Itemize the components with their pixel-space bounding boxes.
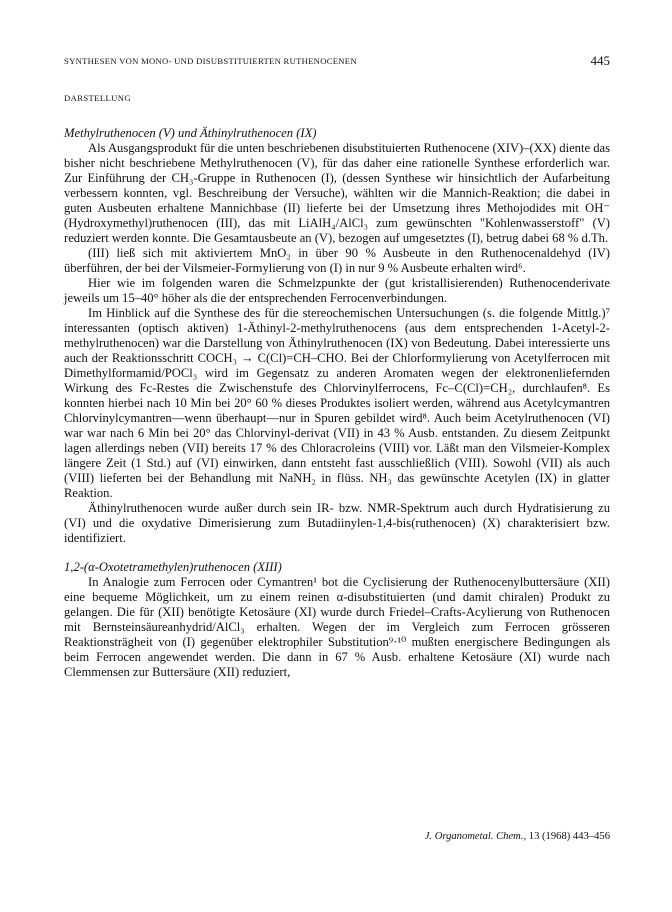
paragraph: (III) ließ sich mit aktiviertem MnO₂ in über 90 % Ausbeute in den Ruthenocenaldehyd (IV) überführen, der bei der Vilsmeier-Formylierung von (I) in nur 9 % Ausbeute erhalten wird⁶. [64, 246, 610, 275]
body-text [64, 126, 610, 680]
subsection-heading-methylruthenocen: Methylruthenocen (V) und Äthinylruthenocen (IX) [64, 126, 317, 140]
running-head-title: SYNTHESEN VON MONO- UND DISUBSTITUIERTEN RUTHENOCENEN [64, 56, 357, 66]
journal-name: J. Organometal. Chem., [424, 831, 527, 842]
journal-reference [425, 831, 610, 842]
paragraph: Äthinylruthenocen wurde außer durch sein IR- bzw. NMR-Spektrum auch durch Hydratisierung zu (VI) und die oxydative Dimerisierung zum Butadiinylen-1,4-bis(ruthenocen) (X) charakterisiert bzw. identifiziert. [64, 501, 610, 545]
paragraph: Hier wie im folgenden waren die Schmelzpunkte der (gut kristallisierenden) Ruthenocenderivate jeweils um 15–40° höher als die der entsprechenden Ferrocenverbindungen. [64, 276, 610, 305]
paragraph: Als Ausgangsprodukt für die unten beschriebenen disubstituierten Ruthenocene (XIV)–(XX) diente das bisher nicht beschriebene Methylruthenocen (V), für das daher eine rationelle Synthese erforderlich war. Zur Einführung der CH₃-Gruppe in Ruthenocen (I), (dessen Synthese wir hinsichtlich der Aufarbeitung verbessern konnten, vgl. Beschreibung der Versuche), wählten wir die Mannich-Reaktion; die dabei in guten Ausbeuten erhaltene Mannichbase (II) lieferte bei der Umsetzung ihres Methojodides mit OH⁻ (Hydroxymethyl)ruthenocen (III), das mit LiAlH₄/AlCl₃ zum gewünschten "Kohlenwasserstoff" (V) reduziert werden konnte. Die Gesamtausbeute an (V), bezogen auf umgesetztes (I), betrug dabei 68 % d.Th. [64, 141, 610, 245]
running-head [64, 53, 610, 68]
subsection-heading-oxotetramethylen: 1,2-(α-Oxotetramethylen)ruthenocen (XIII) [64, 560, 282, 574]
journal-citation: 13 (1968) 443–456 [528, 831, 610, 842]
section-spacer [64, 546, 610, 560]
paragraph: In Analogie zum Ferrocen oder Cymantren¹ bot die Cyclisierung der Ruthenocenylbuttersäure (XII) eine bequeme Möglichkeit, um zu einem reinen α-disubstituierten (und damit chiralen) Produkt zu gelangen. Die für (XII) benötigte Ketosäure (XI) wurde durch Friedel–Crafts-Acylierung von Ruthenocen mit Bernsteinsäureanhydrid/AlCl₃ erhalten. Wegen der im Vergleich zum Ferrocen grösseren Reaktionsträgheit von (I) gegenüber elektrophiler Substitution⁹·¹⁰ mußten energischere Bedingungen als beim Ferrocen angewendet werden. Die dann in 67 % Ausb. erhaltene Ketosäure (XI) wurde nach Clemmensen zur Buttersäure (XII) reduziert, [64, 575, 610, 679]
page-number: 445 [590, 53, 610, 68]
paper-page [64, 0, 610, 912]
section-heading: DARSTELLUNG [64, 93, 131, 103]
paragraph: Im Hinblick auf die Synthese des für die stereochemischen Untersuchungen (s. die folgende Mittlg.)⁷ interessanten (optisch aktiven) 1-Äthinyl-2-methylruthenocens (aus dem entsprechenden 1-Acetyl-2-methylruthenocen) war die Darstellung von Äthinylruthenocen (IX) von Bedeutung. Dabei interessierte uns auch der Reaktionsschritt COCH₃ → C(Cl)=CH–CHO. Bei der Chlorformylierung von Acetylferrocen mit Dimethylformamid/POCl₃ wird im Gegensatz zu anderen Aromaten wegen der elektronenliefernden Wirkung des Fc-Restes die Zwischenstufe des Chlorvinylferrocens, Fc–C(Cl)=CH₂, durchlaufen⁸. Es konnten hierbei nach 10 Min bei 20° 60 % dieses Produktes isoliert werden, während aus Acetylcymantren Chlorvinylcymantren—wenn überhaupt—nur in Spuren gebildet wird⁸. Auch beim Acetylruthenocen (VI) war war nach 6 Min bei 20° das Chlorvinyl-derivat (VII) in 43 % Ausb. entstanden. Zu diesem Zeitpunkt lagen allerdings neben (VII) bereits 17 % des Chloracroleins (VIII) vor. Läßt man den Vilsmeier-Komplex längere Zeit (1 Std.) auf (VI) einwirken, dann entsteht fast ausschließlich (VIII). Sowohl (VII) als auch (VIII) lieferten bei der Behandlung mit NaNH₂ in flüss. NH₃ das gewünschte Acetylen (IX) in glatter Reaktion. [64, 306, 610, 500]
